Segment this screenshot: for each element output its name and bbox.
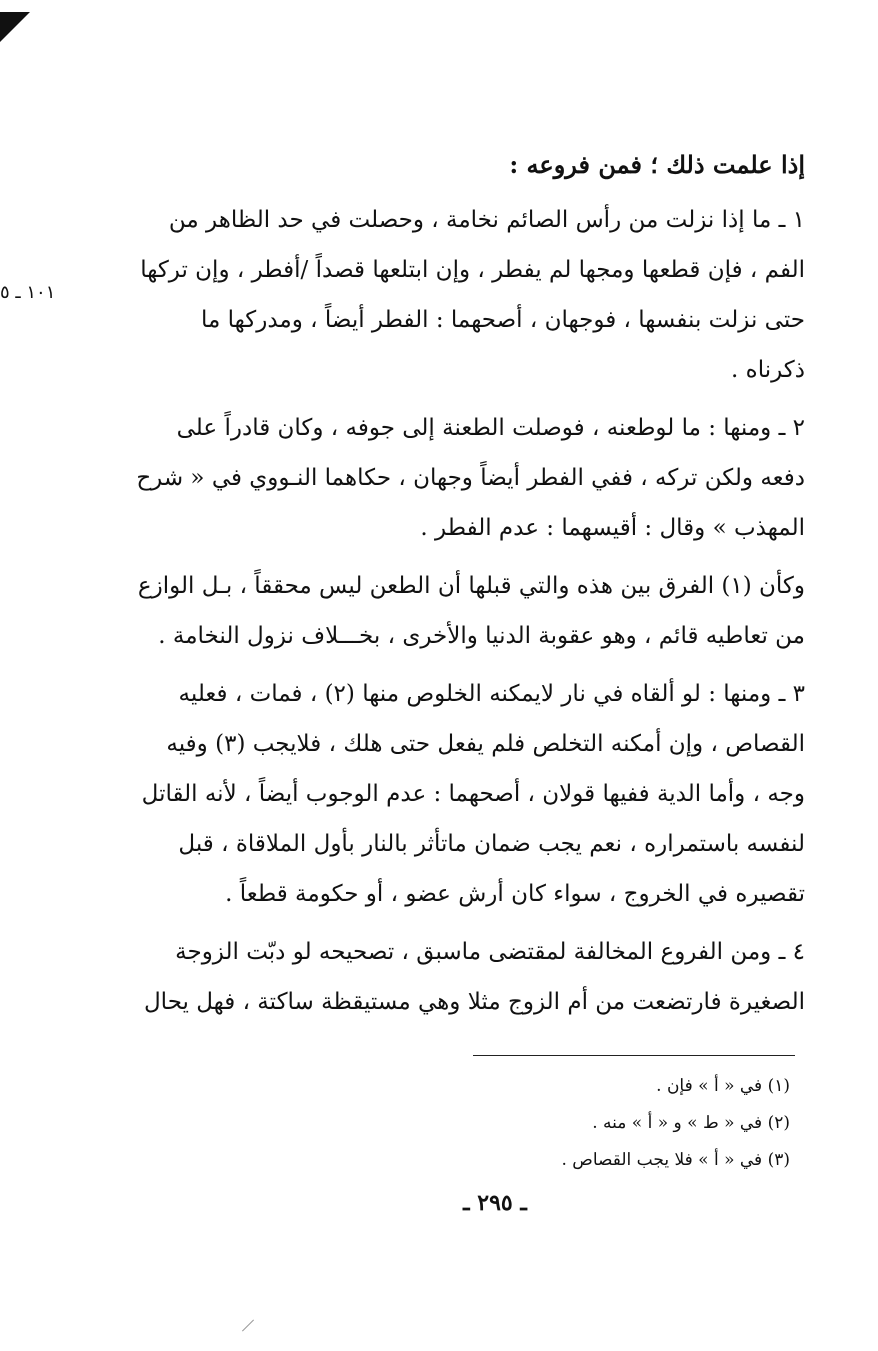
footnote-3: (٣) في « أ » فلا يجب القصاص .: [561, 1150, 790, 1170]
corner-triangle-mark: [0, 12, 30, 42]
page-number: ـ ٢٩٥ ـ: [463, 1190, 527, 1216]
footnotes: [300, 1068, 790, 1179]
paragraph-1: ١ ـ ما إذا نزلت من رأس الصائم نخامة ، وحصلت في حد الظاهر من الفم ، فإن قطعها ومجها لم يفطر ، وإن ابتلعها قصداً /أفطر ، وإن تركها حتى نزلت بنفسها ، فوجهان ، أصحهما : الفطر أيضاً ، ومدركها ما ذكرناه .: [140, 207, 805, 383]
footnote-divider: [473, 1055, 795, 1056]
paragraph-5: ٤ ـ ومن الفروع المخالفة لمقتضى ماسبق ، تصحيحه لو دبّت الزوجة الصغيرة فارتضعت من أم الزوج مثلا وهي مستيقظة ساكتة ، فهل يحال: [143, 939, 805, 1015]
paragraph-4: ٣ ـ ومنها : لو ألقاه في نار لايمكنه الخلوص منها (٢) ، فمات ، فعليه القصاص ، وإن أمكنه التخلص فلم يفعل حتى هلك ، فلايجب (٣) وفيه وجه ، وأما الدية ففيها قولان ، أصحهما : عدم الوجوب أيضاً ، لأنه القاتل لنفسه باستمراره ، نعم يجب ضمان ماتأثر بالنار بأول الملاقاة ، قبل تقصيره في الخروج ، سواء كان أرش عضو ، أو حكومة قطعاً .: [141, 681, 805, 907]
footnote-1: (١) في « أ » فإن .: [656, 1076, 790, 1096]
footnote-2: (٢) في « ط » و « أ » منه .: [592, 1113, 790, 1133]
paragraph-2: ٢ ـ ومنها : ما لوطعنه ، فوصلت الطعنة إلى جوفه ، وكان قادراً على دفعه ولكن تركه ، ففي الفطر أيضاً وجهان ، حكاهما النـووي في « شرح المهذب » وقال : أقيسهما : عدم الفطر .: [136, 415, 805, 541]
margin-reference-number: ١٠١ ـ ٥: [0, 282, 56, 303]
page-body: [135, 145, 805, 1035]
paragraph-3: وكأن (١) الفرق بين هذه والتي قبلها أن الطعن ليس محققاً ، بـل الوازع من تعاطيه قائم ، وهو عقوبة الدنيا والأخرى ، بخـــلاف نزول النخامة .: [137, 573, 805, 649]
intro-line: إذا علمت ذلك ؛ فمن فروعه :: [509, 150, 805, 179]
stray-mark: [242, 1319, 254, 1331]
